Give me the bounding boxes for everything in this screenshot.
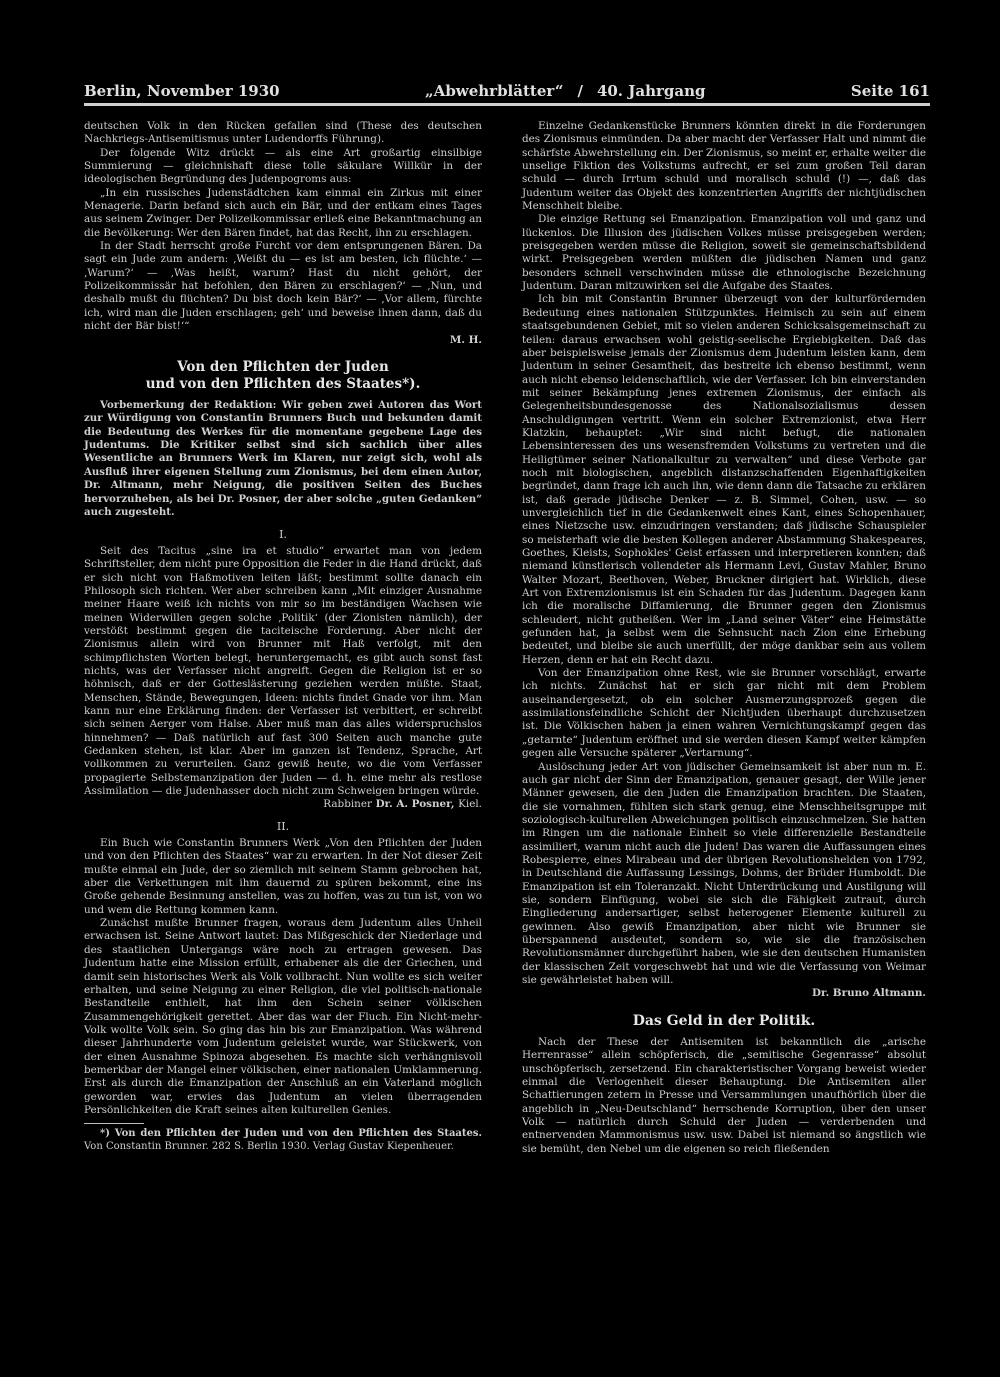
- review-paragraph: Von der Emanzipation ohne Rest, wie sie Brunner vorschlägt, erwarte ich nichts. Zunächst hat er sich gar nicht mit dem Problem auseinandergesetzt, ob ein solcher Ausmerzungsprozeß gegen die assimilationsfeindliche Schicht der Nichtjuden überhaupt durchzusetzen ist. Die Völkischen haben ja einen wahren Vernichtungskampf gegen das „getarnte“ Judentum eröffnet und sie werden diesen Kampf weiter kämpfen gegen alle Versuche späterer „Vertarnung“.: [522, 667, 926, 760]
- review-part-1: Seit des Tacitus „sine ira et studio“ erwartet man von jedem Schriftsteller, dem nicht pure Opposition die Feder in die Hand drückt, daß er sich nicht von Haßmotiven leiten läßt; bestimmt sollte danach ein Philosoph sich richten. Wer aber schreiben kann „Mit einziger Ausnahme meiner Haare weiß ich nichts von mir so im beständigen Wachsen wie meinen Widerwillen gegen solche ‚Politik‘ (der Zionisten nämlich), der verstößt bestimmt gegen die taciteische Forderung. Aber nicht der Zionismus allein wird von Brunner mit Haß verfolgt, mit den schimpflichsten Worten belegt, heruntergemacht, es gibt auch sonst fast nichts, was der Verfasser nicht angreift. Gegen die Religion ist er so höhnisch, daß er der Gotteslästerung geziehen werden müßte. Staat, Menschen, Stände, Bewegungen, Ideen: nichts findet Gnade vor ihm. Man kann nur eine Erklärung finden: der Verfasser ist verbittert, er schreibt sich seinen Aerger vom Halse. Aber muß man das alles widerspruchslos hinnehmen? — Daß natürlich auf fast 300 Seiten auch manche gute Gedanken stehen, ist klar. Aber im ganzen ist Tendenz, Sprache, Art vollkommen zu verurteilen. Ganz gewiß heute, wo die vom Verfasser propagierte Selbstemanzipation der Juden — d. h. eine mehr als restlose Assimilation — die Judenhasser doch nicht zum Schweigen bringen würde.: [84, 544, 482, 798]
- editorial-note: Vorbemerkung der Redaktion: Wir geben zwei Autoren das Wort zur Würdigung von Constantin Brunners Buch und bekunden damit die Bedeutung des Werkes für die momentane gegebene Lage des Judentums. Die Kritiker selbst sind sich sachlich über alles Wesentliche an Brunners Werk im Klaren, nur zeigt sich, wohl als Ausfluß ihrer eigenen Stellung zum Zionismus, bei dem einen Autor, Dr. Altmann, mehr Neigung, die positiven Seiten des Buches hervorzuheben, als bei Dr. Posner, der aber solche „guten Gedanken“ auch zugesteht.: [84, 398, 482, 519]
- footnote-details: Von Constantin Brunner. 282 S. Berlin 1930. Verlag Gustav Kiepenheuer.: [84, 1141, 454, 1153]
- header-page-number: Seite 161: [850, 82, 930, 100]
- header-title: „Abwehrblätter“: [425, 82, 564, 100]
- review-paragraph: Einzelne Gedankenstücke Brunners könnten direkt in die Forderungen des Zionismus einmünden. Da aber macht der Verfasser Halt und nimmt die schärfste Abwehrstellung ein. Der Zionismus, so meint er, erhalte weiter die unselige Fiktion des Volkstums aufrecht, er sei zum großen Teil daran schuld — durch Irrtum schuld und moralisch schuld (!) —, daß das Judentum weiter das Objekt des konzentrierten Angriffs der nichtjüdischen Menschheit bleibe.: [522, 120, 926, 213]
- article2-paragraph: Nach der These der Antisemiten ist bekanntlich die „arische Herrenrasse“ allein schöpferisch, die „semitische Gegenrasse“ absolut unschöpferisch, zersetzend. Ein charakteristischer Vorgang beweist wieder einmal die Verlogenheit dieser Behauptung. Die Antisemiten aller Schattierungen zetern in Presse und Versammlungen unaufhörlich über die angeblich in „Neu-Deutschland“ herrschende Korruption, über den unser Volk — natürlich durch Schuld der Juden — verderbenden und entnervenden Mammonismus usw. usw. Dabei ist niemand so ängstlich wie sie bemüht, den Nebel um die eigenen so reich fließenden: [522, 1036, 926, 1155]
- header-rule: [84, 103, 930, 106]
- footnote: [84, 1128, 482, 1154]
- footnote-rule: [84, 1123, 144, 1124]
- header-date: Berlin, November 1930: [84, 82, 280, 100]
- signature-altmann: Dr. Bruno Altmann.: [812, 987, 926, 1000]
- review-part-2: Ein Buch wie Constantin Brunners Werk „Von den Pflichten der Juden und von den Pflichten des Staates“ war zu erwarten. In der Not dieser Zeit mußte einmal ein Jude, der so ziemlich mit seinem Stamm gebrochen hat, aber die Verkettungen mit ihm dauernd zu spüren bekommt, eine ins Große gehende Besinnung anstellen, was zu hoffen, was zu tun ist, von wo und wem die Rettung kommen kann.: [84, 837, 482, 916]
- article-title-line-2: und von den Pflichten des Staates*).: [145, 375, 421, 392]
- intro-signature: M. H.: [449, 333, 482, 346]
- signature-posner: [84, 798, 482, 811]
- page-header: [84, 82, 930, 100]
- header-masthead: [425, 82, 705, 100]
- header-separator: /: [577, 82, 583, 100]
- signature-name: Dr. A. Posner,: [375, 798, 455, 811]
- header-volume: 40. Jahrgang: [596, 82, 706, 100]
- left-column: [84, 120, 482, 1154]
- article2-title: Das Geld in der Politik.: [632, 1012, 816, 1029]
- joke-paragraph: In der Stadt herrscht große Furcht vor dem entsprungenen Bären. Da sagt ein Jude zum andern: ‚Weißt du — es ist am besten, ich flüchte.‘ — ‚Warum?‘ — ‚Was heißt, warum? Hast du nicht gehört, der Polizeikommissär hat befohlen, den Bären zu erschlagen?‘ — ‚Nun, und deshalb mußt du flüchten? Du bist doch kein Bär?‘ — ‚Vor allem, fürchte ich, wird man die Juden erschlagen; geh‘ und beweise ihnen dann, daß du nicht der Bär bist!‘“: [84, 240, 482, 333]
- review-part-2: Zunächst mußte Brunner fragen, woraus dem Judentum alles Unheil erwachsen ist. Seine Antwort lautet: Das Mißgeschick der Niederlage und des staatlichen Untergangs wäre noch zu ertragen gewesen. Das Judentum hatte eine Mission erfüllt, erhabener als die der Griechen, und damit sein historisches Werk als Volk vollbracht. Nun wollte es sich weiter erhalten, und seine Neigung zu einer Religion, die viel politisch-nationale Bestandteile enthielt, hat ihm den Schein seiner völkischen Zusammengehörigkeit gerettet. Aber das war der Fluch. Ein Nicht-mehr-Volk wollte Volk sein. So ging das hin bis zur Emanzipation. Was während dieser Jahrhunderte vom Judentum geleistet wurde, war Stückwerk, von der einen Ausnahme Spinoza abgesehen. Es machte sich verhängnisvoll bemerkbar der Mangel einer völkischen, einer nationalen Umklammerung. Erst als durch die Emanzipation der Anschluß an ein Vaterland möglich geworden war, erwies das Judentum an vielen überragenden Persönlichkeiten die Kraft seines alten kulturellen Genies.: [84, 917, 482, 1116]
- review-paragraph: Auslöschung jeder Art von jüdischer Gemeinsamkeit ist aber nun m. E. auch gar nicht der Sinn der Emanzipation, genauer gesagt, der Wille jener Männer gewesen, die den Juden die Emanzipation brachten. Die Staaten, die sie vornahmen, fühlten sich stark genug, eine Menschheitsgruppe mit soziologisch-kulturellen Abweichungen politisch einzuschmelzen. Sie hatten im Ringen um die nationale Einheit so viele differenzielle Bestandteile assimiliert, warum nicht auch die Juden! Das waren die Auffassungen eines Robespierre, eines Mirabeau und der übrigen Revolutionshelden von 1792, in Deutschland die Auffassung Lessings, Dohms, der Brüder Humboldt. Die Emanzipation ist ein Toleranzakt. Nicht Unterdrückung und Austilgung will sie, sondern Einfügung, wobei sie sich die Fähigkeit zutraut, durch Eingliederung andersartiger, selbst heterogener Elemente kulturell zu gewinnen. Also gewiß Emanzipation, aber nicht wie Brunner sie überspannend ausdeutet, sondern so, wie sie die französischen Revolutionsmänner durchgeführt haben, wie sie den deutschen Humanisten der klassischen Zeit vorgeschwebt hat und wie die Verfassung von Weimar sie gewährleistet haben will.: [522, 760, 926, 986]
- review-paragraph: Ich bin mit Constantin Brunner überzeugt von der kulturfördernden Bedeutung eines nationalen Stützpunktes. Heimisch zu sein auf einem staatsgebundenen Gebiet, mit so vielen anderen Schicksalsgemeinschaft zu teilen: daraus erwachsen wohl geistig-seelische Ergiebigkeiten. Daß das aber beispielsweise jemals der Zionismus dem Judentum leisten kann, dem Judentum in seiner Gesamtheit, das bestreite ich ebenso bestimmt, wenn auch nicht ebenso leidenschaftlich, wie der Verfasser. Ich bin einverstanden mit seiner Bekämpfung jenes extremen Zionismus, der einfach als Gelegenheitsbundesgenosse des Nationalsozialismus dessen Anschuldigungen vertritt. Wenn ein solcher Extremzionist, etwa Herr Klatzkin, behauptet: „Wir sind nicht befugt, die nationalen Lebensinteressen des uns wesensfremden Volkstums zu vertreten und die Heiligtümer seiner Nationalkultur zu verwalten“ und diese Verbote gar noch mit biologischen, angeblich distanzschaffenden Eigenhaftigkeiten begründet, dann frage ich auch ihn, wie denn dann die Tatsache zu erklären ist, daß gerade jüdische Denker — z. B. Simmel, Cohen, usw. — so unvergleichlich tief in die Gedankenwelt eines Kant, eines Schopenhauer, eines Nietzsche usw. einzudringen verstanden; daß jüdische Schauspieler so meisterhaft wie die besten Kollegen anderer Abstammung Shakespeares, Goethes, Kleists, Sophokles' Geist erfassen und interpretieren konnten; daß niemand künstlerisch vollendeter als Hermann Levi, Gustav Mahler, Bruno Walter Mozart, Beethoven, Weber, Bruckner dirigiert hat. Wirklich, diese Art von Extremzionismus ist ein Schaden für das Judentum. Dagegen kann ich die moralische Diffamierung, die Brunner gegen den Zionismus schleudert, nicht gutheißen. Wer im „Land seiner Väter“ eine Heimstätte gefunden hat, ja selbst wem die Sehnsucht nach Zion eine Erhebung bedeutet, und bleibe sie auch unerfüllt, der möge dankbar sein aus vollem Herzen, denn er hat ein Recht dazu.: [522, 293, 926, 666]
- footnote-title: *) Von den Pflichten der Juden und von den Pflichten des Staates.: [100, 1128, 482, 1140]
- signature-place: Kiel.: [458, 798, 482, 811]
- review-paragraph: Die einzige Rettung sei Emanzipation. Emanzipation voll und ganz und lückenlos. Die Illusion des jüdischen Volkes müsse preisgegeben werden; preisgegeben werden müsse die Religion, soweit sie gemeinschaftsbildend wirkt. Preisgegeben werden müßten die jüdischen Namen und ganz besonders schnell verschwinden müsse die ethnologische Bezeichnung Judentum. Daran mitzuwirken sei die Aufgabe des Staates.: [522, 213, 926, 293]
- article-title: [84, 359, 482, 393]
- section-marker-2: II.: [276, 819, 290, 833]
- intro-paragraph: Der folgende Witz drückt — als eine Art großartig einsilbige Summierung — gleichnishaft diese tolle säkulare Willkür in der ideologischen Begründung des Judenpogroms aus:: [84, 146, 482, 186]
- joke-paragraph: „In ein russisches Judenstädtchen kam einmal ein Zirkus mit einer Menagerie. Darin befand sich auch ein Bär, und der entkam eines Tages aus seinem Zwinger. Der Polizeikommissar erließ eine Bekanntmachung an die Bevölkerung: Wer den Bären findet, hat das Recht, ihn zu erschlagen.: [84, 186, 482, 239]
- right-column: [522, 120, 926, 1156]
- intro-paragraph: deutschen Volk in den Rücken gefallen sind (These des deutschen Nachkriegs-Antisemitismus unter Ludendorffs Führung).: [84, 120, 482, 146]
- article-title-line-1: Von den Pflichten der Juden: [177, 358, 389, 375]
- section-marker-1: I.: [279, 527, 287, 541]
- signature-prefix: Rabbiner: [323, 798, 372, 811]
